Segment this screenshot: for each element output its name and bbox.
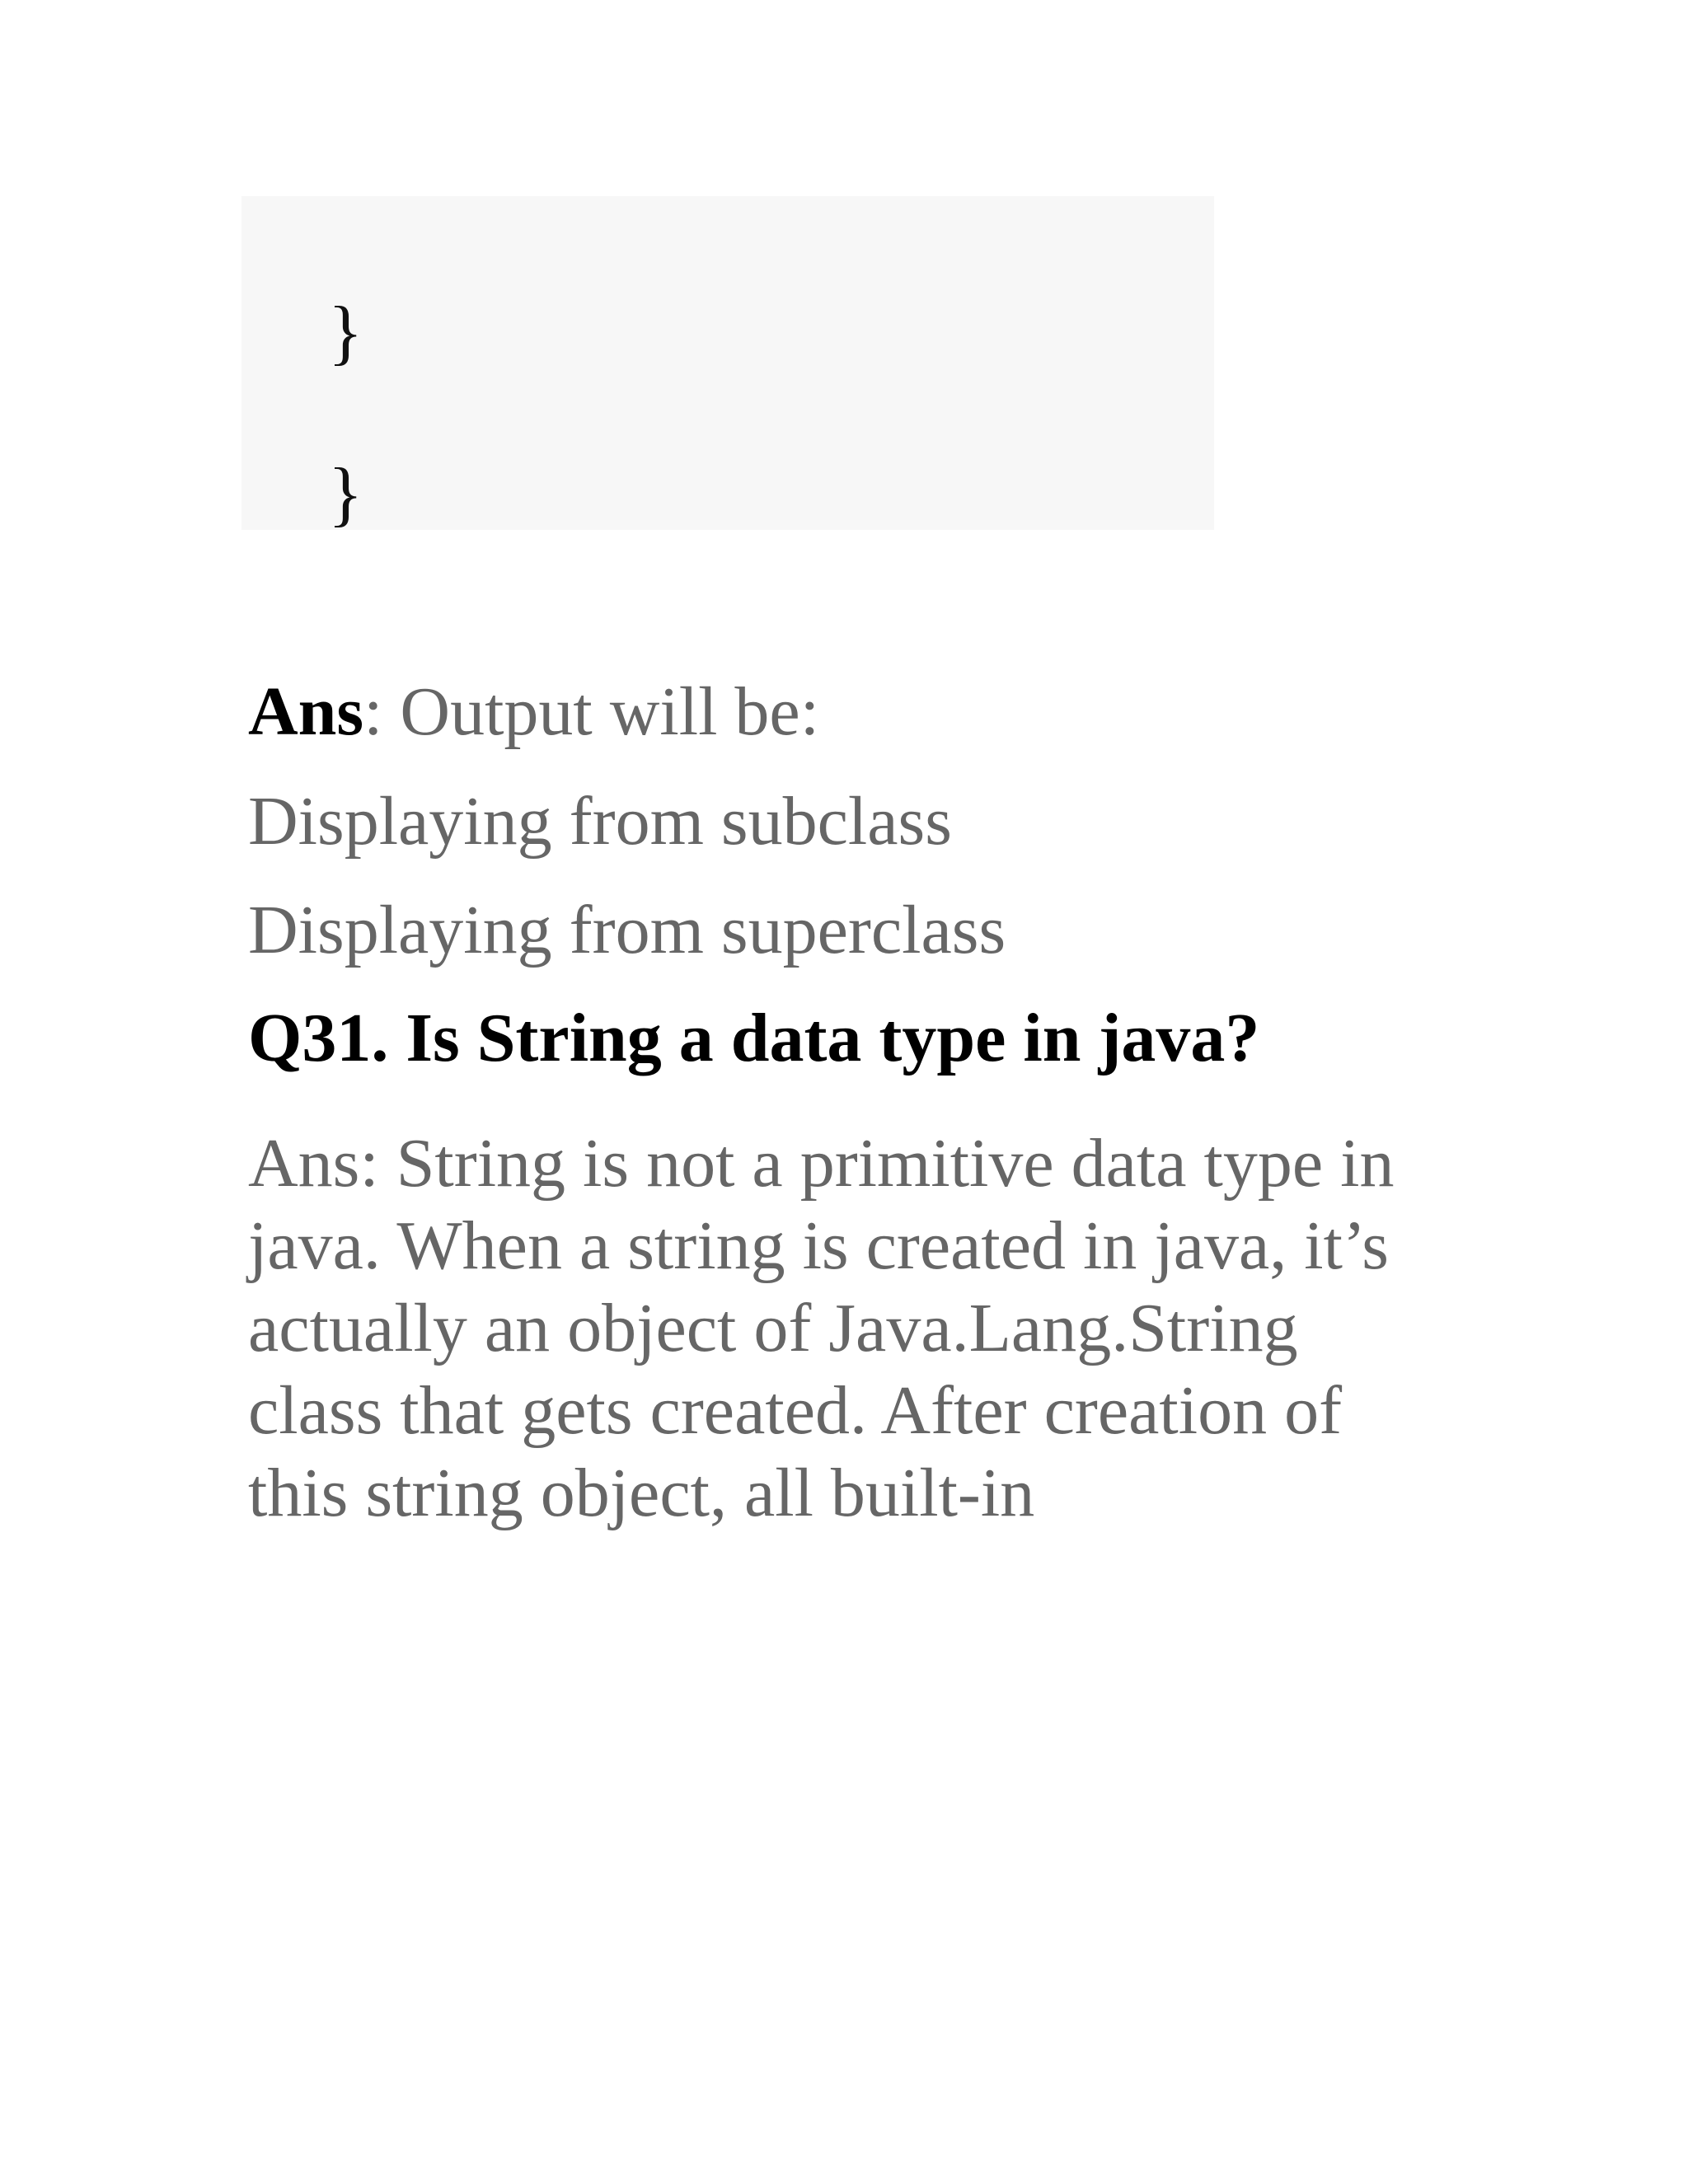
answer-paragraph <box>248 1122 1460 1535</box>
answer-line: this string object, all built-in <box>248 1455 1035 1531</box>
output-line: Displaying from subclass <box>248 783 952 860</box>
answer-line: actually an object of Java.Lang.String <box>248 1290 1298 1366</box>
answer-line: java. When a string is created in java, it’s <box>248 1207 1389 1284</box>
answer-intro-text: : Output will be: <box>363 673 820 750</box>
output-line: Displaying from superclass <box>248 892 1006 968</box>
question-heading: Q31. Is String a data type in java? <box>248 1000 1260 1076</box>
code-block <box>241 196 1214 534</box>
code-line-closing-brace: } <box>328 454 363 534</box>
code-line-closing-brace: } <box>328 293 363 373</box>
answer-intro <box>248 673 820 750</box>
answer-label: Ans <box>248 673 364 750</box>
answer-line: Ans: String is not a primitive data type in <box>248 1125 1395 1202</box>
answer-line: class that gets created. After creation of <box>248 1372 1343 1449</box>
